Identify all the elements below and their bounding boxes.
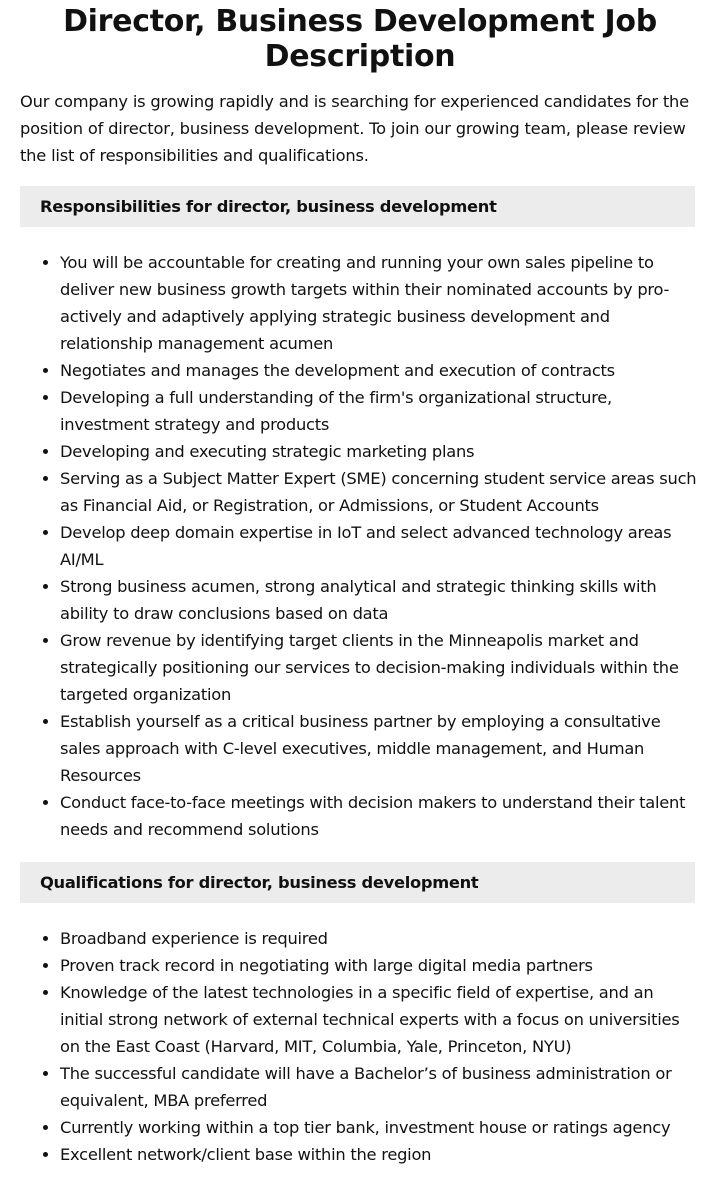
qualifications-list — [0, 925, 700, 1168]
list-item: • Developing and executing strategic marketing plans — [60, 438, 700, 465]
list-item: • Negotiates and manages the development and execution of contracts — [60, 357, 700, 384]
intro-paragraph: Our company is growing rapidly and is searching for experienced candidates for the position of director, business development. To join our growing team, please review the list of responsibilities and qualifications. — [20, 92, 689, 165]
list-item: • Developing a full understanding of the firm's organizational structure, investment strategy and products — [60, 384, 700, 438]
responsibilities-list — [0, 249, 700, 843]
list-item: • Establish yourself as a critical business partner by employing a consultative sales approach with C-level executives, middle management, and Human Resources — [60, 708, 700, 789]
responsibilities-heading: Responsibilities for director, business development — [20, 186, 695, 227]
qualifications-heading: Qualifications for director, business development — [20, 862, 695, 903]
list-item: • The successful candidate will have a Bachelor’s of business administration or equivalent, MBA preferred — [60, 1060, 700, 1114]
list-item: • Excellent network/client base within the region — [60, 1141, 700, 1168]
page-title: Director, Business Development Job Description — [63, 4, 657, 74]
list-item: • Currently working within a top tier bank, investment house or ratings agency — [60, 1114, 700, 1141]
list-item: • Conduct face-to-face meetings with decision makers to understand their talent needs and recommend solutions — [60, 789, 700, 843]
list-item: • Strong business acumen, strong analytical and strategic thinking skills with ability to draw conclusions based on data — [60, 573, 700, 627]
list-item: • Proven track record in negotiating with large digital media partners — [60, 952, 700, 979]
list-item: • Grow revenue by identifying target clients in the Minneapolis market and strategically positioning our services to decision-making individuals within the targeted organization — [60, 627, 700, 708]
list-item: • You will be accountable for creating and running your own sales pipeline to deliver new business growth targets within their nominated accounts by pro-actively and adaptively applying strategic business development and relationship management acumen — [60, 249, 700, 357]
list-item: • Knowledge of the latest technologies in a specific field of expertise, and an initial strong network of external technical experts with a focus on universities on the East Coast (Harvard, MIT, Columbia, Yale, Princeton, NYU) — [60, 979, 700, 1060]
list-item: • Develop deep domain expertise in IoT and select advanced technology areas AI/ML — [60, 519, 700, 573]
list-item: • Serving as a Subject Matter Expert (SME) concerning student service areas such as Financial Aid, or Registration, or Admissions, or Student Accounts — [60, 465, 700, 519]
list-item: • Broadband experience is required — [60, 925, 700, 952]
